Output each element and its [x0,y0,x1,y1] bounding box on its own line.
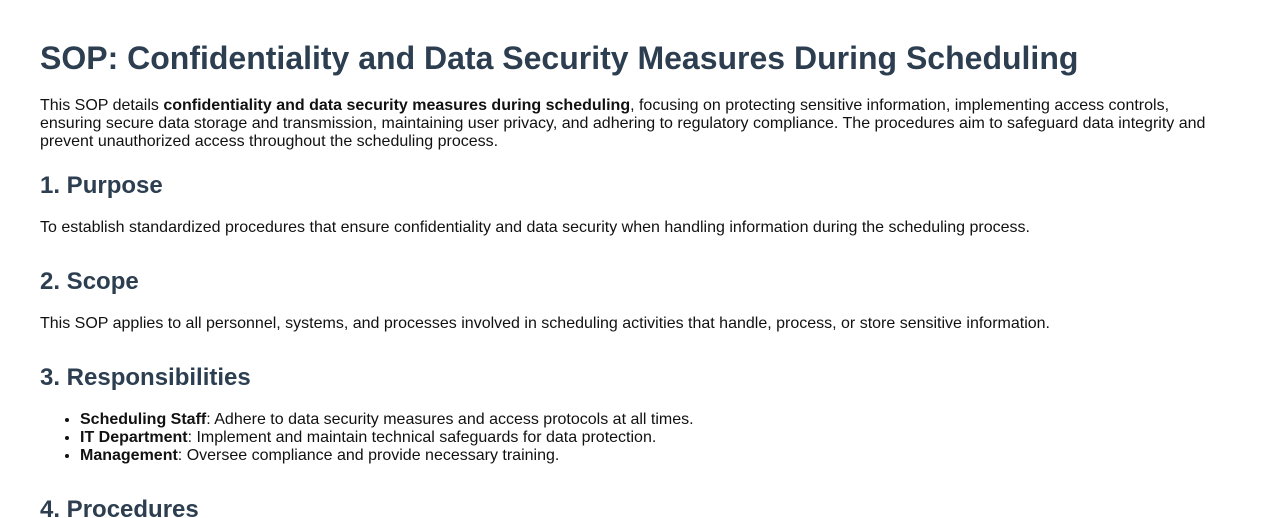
responsibilities-list [40,411,694,465]
list-item [80,411,694,429]
list-item [80,447,694,465]
list-item [80,429,694,447]
section-text-purpose: To establish standardized procedures that ensure confidentiality and data security when handling information during the scheduling process. [40,219,1030,236]
intro-text-before: This SOP details [40,97,164,114]
page-title: SOP: Confidentiality and Data Security Measures During Scheduling [40,40,1079,76]
list-item-desc: : Adhere to data security measures and access protocols at all times. [206,411,694,428]
intro-paragraph [40,97,1230,151]
list-item-desc: : Implement and maintain technical safeguards for data protection. [187,429,657,446]
list-item-term: Scheduling Staff [80,411,207,428]
section-heading-procedures: 4. Procedures [40,496,199,518]
intro-text-bold: confidentiality and data security measures during scheduling [163,97,631,114]
section-text-scope: This SOP applies to all personnel, systems, and processes involved in scheduling activities that handle, process, or store sensitive information. [40,315,1050,332]
section-heading-responsibilities: 3. Responsibilities [40,364,251,391]
section-heading-scope: 2. Scope [40,268,139,295]
list-item-desc: : Oversee compliance and provide necessary training. [177,447,560,464]
intro-text-after: , focusing on protecting sensitive information, implementing access controls, ensuring secure data storage and transmission, maintaining user privacy, and adhering to regulatory compliance. The procedures aim to safeguard data integrity and prevent unauthorized access throughout the scheduling process. [40,97,1206,150]
list-item-term: Management [80,447,178,464]
list-item-term: IT Department [80,429,188,446]
section-heading-purpose: 1. Purpose [40,172,163,199]
